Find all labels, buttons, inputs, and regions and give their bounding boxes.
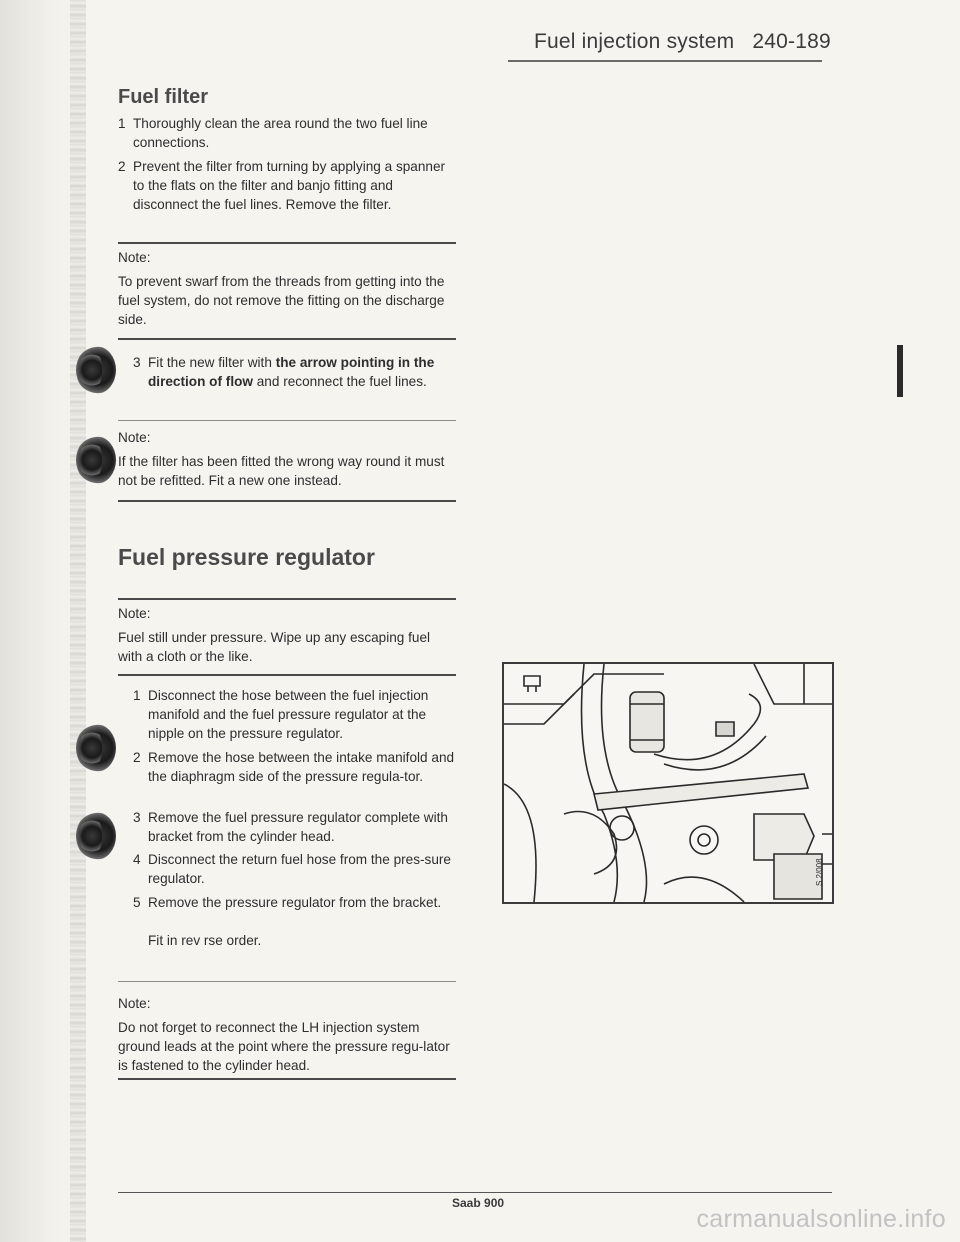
regulator-step-5 <box>133 893 458 912</box>
section-title-pressure-regulator: Fuel pressure regulator <box>118 544 375 570</box>
step-text-bold: the arrow pointing in the direction of flow <box>148 355 435 389</box>
watermark: carmanualsonline.info <box>696 1205 946 1233</box>
step-text: Thoroughly clean the area round the two fuel line connections. <box>133 116 428 150</box>
step-number: 1 <box>133 688 141 703</box>
regulator-step-3 <box>133 808 458 846</box>
section-title-fuel-filter: Fuel filter <box>118 86 209 108</box>
step-text-post: and reconnect the fuel lines. <box>252 374 427 389</box>
step-text: Remove the hose between the intake manifold and the diaphragm side of the pressure regula-tor. <box>148 750 455 784</box>
note-rule-bottom <box>118 338 456 340</box>
note-rule-top <box>118 981 456 982</box>
note-text: If the filter has been fitted the wrong way round it must not be refitted. Fit a new one instead. <box>118 454 445 488</box>
note-label: Note: <box>118 250 151 265</box>
figure-code: S 2/008 <box>815 858 824 886</box>
punch-hole-1-left <box>80 352 102 388</box>
note-rule-top <box>118 420 456 421</box>
punch-hole-2-left <box>80 442 102 478</box>
regulator-step-1 <box>133 686 458 743</box>
step-number: 3 <box>133 355 141 370</box>
punch-hole-3-left <box>80 730 102 766</box>
note-rule-bottom <box>118 500 456 502</box>
footer-rule <box>118 1192 832 1193</box>
step-text: Remove the fuel pressure regulator complete with bracket from the cylinder head. <box>148 810 448 844</box>
punch-hole-4-left <box>80 818 102 854</box>
illustration-svg <box>504 664 832 902</box>
note-rule-bottom <box>118 674 456 676</box>
page-header-title: Fuel injection system 240-189 <box>534 30 831 53</box>
footer-model: Saab 900 <box>452 1196 505 1210</box>
step-text: Disconnect the hose between the fuel injection manifold and the fuel pressure regulator at the nipple on the pressure regulator. <box>148 688 429 741</box>
regulator-step-4 <box>133 850 458 888</box>
step-text: Remove the pressure regulator from the bracket. <box>148 895 442 910</box>
step-number: 2 <box>118 159 126 174</box>
regulator-step-2 <box>133 748 458 786</box>
step-text: Disconnect the return fuel hose from the pres-sure regulator. <box>148 852 451 886</box>
header-rule <box>508 60 822 62</box>
pressure-regulator-illustration <box>502 662 834 904</box>
note-rule-top <box>118 598 456 600</box>
filter-step-1 <box>118 114 458 152</box>
note-label: Note: <box>118 996 151 1011</box>
note-text: To prevent swarf from the threads from getting into the fuel system, do not remove the fitting on the discharge side. <box>118 274 445 327</box>
filter-step-2 <box>118 157 458 214</box>
note-text: Do not forget to reconnect the LH injection system ground leads at the point where the pressure regu-lator is fastened to the cylinder head. <box>118 1020 450 1073</box>
step-number: 5 <box>133 895 141 910</box>
note-rule-bottom <box>118 1078 456 1080</box>
note-rule-top <box>118 242 456 244</box>
step-number: 2 <box>133 750 141 765</box>
refit-instruction: Fit in rev rse order. <box>148 933 262 948</box>
binding-shadow-strip <box>70 0 86 1242</box>
revision-bar <box>897 345 903 397</box>
note-text: Fuel still under pressure. Wipe up any escaping fuel with a cloth or the like. <box>118 630 431 664</box>
step-number: 1 <box>118 116 126 131</box>
step-text: Prevent the filter from turning by applying a spanner to the flats on the filter and banjo fitting and disconnect the fuel lines. Remove the filter. <box>133 159 446 212</box>
filter-step-3 <box>133 353 458 391</box>
step-text-pre: Fit the new filter with <box>148 355 276 370</box>
note-label: Note: <box>118 606 151 621</box>
note-label: Note: <box>118 430 151 445</box>
step-number: 3 <box>133 810 141 825</box>
step-number: 4 <box>133 852 141 867</box>
